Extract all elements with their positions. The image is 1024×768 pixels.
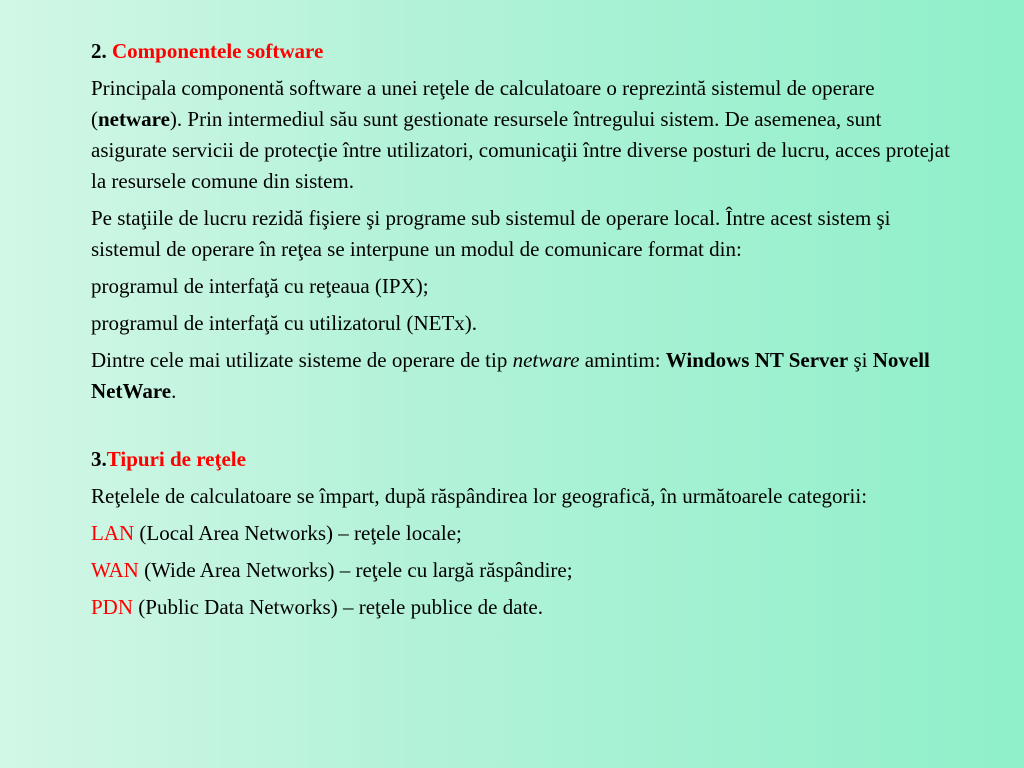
section-2-item-ipx: programul de interfaţă cu reţeaua (IPX);: [91, 274, 429, 298]
section-2-heading: [91, 36, 951, 67]
p3-bold-novell: Novell NetWare: [91, 348, 930, 403]
network-type-pdn: [91, 592, 951, 623]
section-3-heading: [91, 444, 951, 475]
section-2-paragraph-2: Pe staţiile de lucru rezidă fişiere şi programe sub sistemul de operare local. Între acest sistem şi sistemul de operare în reţea se interpune un modul de comunicare format din:: [91, 206, 891, 261]
lan-desc: (Local Area Networks) – reţele locale;: [134, 521, 462, 545]
section-2-item-netx: programul de interfaţă cu utilizatorul (NETx).: [91, 311, 478, 335]
network-type-lan: [91, 518, 951, 549]
p3-text-and: şi: [848, 348, 873, 372]
section-2-title: Componentele software: [112, 39, 324, 63]
wan-desc: (Wide Area Networks) – reţele cu largă răspândire;: [138, 558, 573, 582]
section-3-number: 3.: [91, 447, 107, 471]
section-3-intro: Reţelele de calculatoare se împart, după răspândirea lor geografică, în următoarele categorii:: [91, 484, 868, 508]
p1-bold-netware: netware: [98, 107, 170, 131]
p3-text-before: Dintre cele mai utilizate sisteme de operare de tip: [91, 348, 513, 372]
slide-content: [91, 36, 951, 629]
section-2-number: 2.: [91, 39, 112, 63]
p3-text-end: .: [171, 379, 177, 403]
section-3-title: Tipuri de reţele: [106, 447, 246, 471]
p1-text-before: Principala componentă software a unei reţele de calculatoare o reprezintă sistemul de operare (: [91, 76, 875, 131]
section-spacer: [91, 413, 951, 444]
wan-abbr: WAN: [91, 558, 139, 582]
section-2-paragraph-1: [91, 73, 951, 197]
p1-text-after: ). Prin intermediul său sunt gestionate resursele întregului sistem. De asemenea, sunt asigurate servicii de protecţie între utilizatori, comunicaţii între diverse posturi de lucru, acces protejat la resursele comune din sistem.: [91, 107, 950, 193]
p3-text-middle: amintim:: [579, 348, 666, 372]
pdn-abbr: PDN: [91, 595, 134, 619]
section-2-paragraph-3: [91, 345, 951, 407]
p3-bold-windows-nt: Windows NT Server: [665, 348, 849, 372]
p3-italic-netware: netware: [512, 348, 580, 372]
network-type-wan: [91, 555, 951, 586]
lan-abbr: LAN: [91, 521, 135, 545]
pdn-desc: (Public Data Networks) – reţele publice de date.: [133, 595, 543, 619]
